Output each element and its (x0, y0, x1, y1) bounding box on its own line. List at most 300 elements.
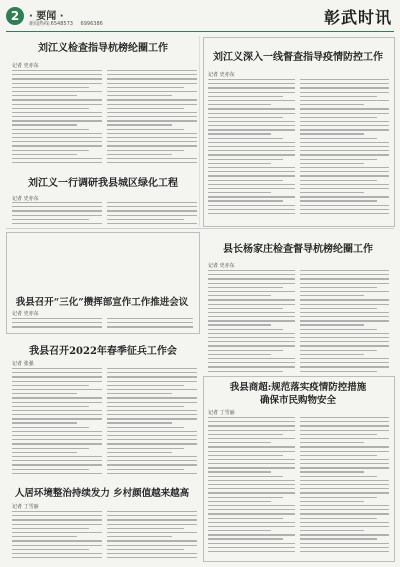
body-text-line (12, 104, 102, 105)
body-text-line (300, 543, 389, 544)
body-text-line (12, 145, 102, 146)
body-text-line (208, 434, 283, 435)
body-text-line (208, 543, 295, 544)
column-divider (199, 36, 200, 226)
body-text-line (208, 518, 283, 519)
body-text-line (208, 333, 295, 334)
paper-name: 彰武时讯 (323, 8, 392, 27)
body-text-line (208, 113, 295, 114)
body-text-line (300, 113, 389, 114)
article-6-body-right (107, 368, 197, 476)
body-text-line (12, 473, 102, 474)
article-5-body-left (12, 318, 102, 330)
body-text-line (12, 410, 102, 411)
body-text-line (107, 389, 197, 390)
body-text-line (12, 112, 102, 113)
article-5-headline: 我县召开“三化”攒挥部宣作工作推进会议 (15, 297, 189, 308)
body-text-line (107, 87, 184, 88)
body-text-line (208, 270, 295, 271)
editor-line: 新闻热线:6548573 (29, 21, 73, 27)
body-text-line (208, 125, 295, 126)
article-2-headline: 刘江义深入一线督查指导疫情防控工作 (213, 52, 383, 63)
body-text-line (12, 223, 102, 224)
body-text-line (208, 329, 283, 330)
body-text-line (300, 129, 389, 130)
body-text-line (107, 545, 197, 546)
body-text-line (300, 371, 377, 372)
body-text-line (208, 497, 283, 498)
body-text-line (208, 471, 271, 472)
body-text-line (208, 213, 295, 214)
body-text-line (12, 540, 102, 541)
body-text-line (300, 476, 377, 477)
body-text-line (107, 120, 197, 121)
body-text-line (107, 145, 197, 146)
body-text-line (107, 141, 197, 142)
body-text-line (107, 158, 197, 159)
body-text-line (12, 389, 102, 390)
body-text-line (208, 509, 295, 510)
body-text-line (107, 385, 184, 386)
body-text-line (300, 184, 389, 185)
body-text-line (300, 329, 377, 330)
body-text-line (208, 295, 271, 296)
body-text-line (208, 534, 295, 535)
body-text-line (300, 200, 377, 201)
body-text-line (300, 274, 389, 275)
body-text-line (208, 304, 295, 305)
article-6-byline: 记者 张强 (12, 361, 34, 367)
body-text-line (107, 91, 197, 92)
body-text-line (12, 393, 77, 394)
body-text-line (208, 87, 295, 88)
body-text-line (208, 163, 271, 164)
body-text-line (208, 362, 295, 363)
body-text-line (208, 341, 295, 342)
body-text-line (12, 74, 102, 75)
body-text-line (300, 341, 389, 342)
body-text-line (12, 206, 102, 207)
body-text-line (208, 467, 295, 468)
body-text-line (107, 469, 184, 470)
body-text-line (300, 171, 389, 172)
body-text-line (300, 108, 389, 109)
body-text-line (107, 473, 197, 474)
body-text-line (12, 137, 102, 138)
body-text-line (300, 324, 364, 325)
body-text-line (300, 358, 389, 359)
article-5-byline: 记者 史亦东 (12, 311, 39, 317)
body-text-line (107, 393, 172, 394)
body-text-line (300, 83, 389, 84)
body-text-line (300, 79, 389, 80)
body-text-line (300, 192, 364, 193)
body-text-line (300, 526, 389, 527)
body-text-line (12, 422, 77, 423)
body-text-line (12, 129, 89, 130)
body-text-line (300, 551, 389, 552)
body-text-line (12, 202, 102, 203)
body-text-line (300, 446, 389, 447)
body-text-line (107, 410, 197, 411)
body-text-line (12, 154, 77, 155)
article-5-body-right (107, 318, 193, 330)
body-text-line (12, 91, 102, 92)
body-text-line (12, 402, 102, 403)
body-text-line (12, 469, 89, 470)
body-text-line (300, 333, 389, 334)
body-text-line (107, 223, 197, 224)
body-text-line (208, 484, 295, 485)
body-text-line (208, 200, 283, 201)
body-text-line (107, 104, 197, 105)
body-text-line (300, 354, 364, 355)
body-text-line (208, 505, 295, 506)
body-text-line (12, 443, 102, 444)
article-6-body-left (12, 368, 102, 476)
body-text-line (300, 337, 389, 338)
body-text-line (300, 308, 377, 309)
body-text-line (300, 434, 377, 435)
body-text-line (107, 326, 193, 327)
body-text-line (107, 124, 172, 125)
body-text-line (12, 427, 89, 428)
body-text-line (107, 70, 197, 71)
body-text-line (208, 171, 295, 172)
body-text-line (300, 92, 389, 93)
body-text-line (300, 530, 364, 531)
body-text-line (300, 291, 389, 292)
body-text-line (300, 320, 389, 321)
body-text-line (208, 175, 295, 176)
body-text-line (208, 312, 295, 313)
body-text-line (208, 192, 271, 193)
body-text-line (107, 452, 172, 453)
body-text-line (208, 551, 295, 552)
body-text-line (12, 545, 102, 546)
article-8-body-right (107, 511, 197, 561)
body-text-line (208, 100, 295, 101)
body-text-line (107, 372, 197, 373)
body-text-line (107, 557, 197, 558)
body-text-line (208, 104, 271, 105)
body-text-line (12, 87, 89, 88)
body-text-line (300, 459, 389, 460)
page-number: 2 (6, 7, 24, 25)
body-text-line (208, 324, 271, 325)
body-text-line (107, 456, 197, 457)
body-text-line (208, 488, 295, 489)
body-text-line (300, 455, 377, 456)
article-3-body-left (12, 202, 102, 226)
body-text-line (208, 501, 271, 502)
article-7-headline: 我县商超:规范落实疫情防控措施 (229, 382, 367, 393)
body-text-line (12, 464, 102, 465)
body-text-line (300, 421, 389, 422)
body-text-line (208, 530, 271, 531)
body-text-line (300, 150, 389, 151)
body-text-line (208, 129, 295, 130)
body-text-line (208, 421, 295, 422)
body-text-line (12, 528, 89, 529)
body-text-line (12, 511, 102, 512)
body-text-line (12, 120, 102, 121)
body-text-line (12, 99, 102, 100)
body-text-line (12, 150, 89, 151)
body-text-line (12, 219, 89, 220)
body-text-line (208, 316, 295, 317)
article-8-body-left (12, 511, 102, 561)
body-text-line (300, 513, 389, 514)
body-text-line (208, 274, 295, 275)
article-2-byline: 记者 史亦东 (208, 72, 235, 78)
body-text-line (300, 509, 389, 510)
article-7-subheadline: 确保市民购物安全 (259, 395, 336, 406)
article-1-body-right (107, 70, 197, 166)
body-text-line (107, 427, 184, 428)
body-text-line (107, 460, 197, 461)
article-1-body-left (12, 70, 102, 166)
body-text-line (300, 278, 389, 279)
body-text-line (300, 451, 389, 452)
body-text-line (208, 180, 283, 181)
body-text-line (300, 366, 389, 367)
body-text-line (300, 505, 389, 506)
body-text-line (300, 488, 389, 489)
body-text-line (208, 83, 295, 84)
body-text-line (300, 188, 389, 189)
body-text-line (12, 381, 102, 382)
body-text-line (12, 141, 102, 142)
body-text-line (12, 210, 102, 211)
body-text-line (12, 519, 102, 520)
body-text-line (107, 83, 197, 84)
body-text-line (107, 532, 197, 533)
body-text-line (12, 448, 89, 449)
body-text-line (300, 350, 377, 351)
body-text-line (300, 480, 389, 481)
body-text-line (107, 133, 197, 134)
body-text-line (12, 435, 102, 436)
article-2-body-right (300, 79, 389, 221)
body-text-line (208, 430, 295, 431)
body-text-line (208, 513, 295, 514)
body-text-line (12, 397, 102, 398)
body-text-line (12, 78, 102, 79)
body-text-line (107, 402, 197, 403)
article-8-headline: 人居环境整治持续发力 乡村颜值越来越高 (14, 488, 190, 499)
body-text-line (300, 138, 377, 139)
body-text-line (107, 112, 197, 113)
body-text-line (12, 385, 89, 386)
body-text-line (107, 422, 172, 423)
body-text-line (208, 354, 271, 355)
body-text-line (300, 425, 389, 426)
body-text-line (300, 304, 389, 305)
body-text-line (208, 188, 295, 189)
body-text-line (300, 270, 389, 271)
body-text-line (300, 295, 364, 296)
body-text-line (208, 154, 295, 155)
article-7-body-right (300, 417, 389, 556)
body-text-line (107, 202, 197, 203)
body-text-line (208, 446, 295, 447)
body-text-line (208, 167, 295, 168)
body-text-line (12, 532, 102, 533)
body-text-line (107, 418, 197, 419)
body-text-line (208, 205, 295, 206)
body-text-line (107, 78, 197, 79)
body-text-line (208, 459, 295, 460)
body-text-line (208, 366, 295, 367)
body-text-line (300, 492, 389, 493)
body-text-line (300, 287, 377, 288)
body-text-line (300, 345, 389, 346)
body-text-line (208, 138, 283, 139)
body-text-line (208, 358, 295, 359)
masthead-rule (6, 31, 394, 32)
body-text-line (300, 484, 389, 485)
body-text-line (300, 180, 377, 181)
article-7-byline: 记者 丁雪丽 (208, 410, 235, 416)
body-text-line (107, 439, 197, 440)
article-4-headline: 县长杨家庄检查督导杭榜纶圈工作 (223, 244, 373, 255)
body-text-line (208, 133, 271, 134)
body-text-line (300, 538, 377, 539)
body-text-line (300, 125, 389, 126)
body-text-line (208, 337, 295, 338)
body-text-line (12, 133, 102, 134)
article-4-body-left (208, 270, 295, 374)
article-3-byline: 记者 史亦东 (12, 196, 39, 202)
body-text-line (107, 553, 197, 554)
body-text-line (208, 350, 283, 351)
body-text-line (208, 196, 295, 197)
body-text-line (107, 519, 197, 520)
body-text-line (12, 376, 102, 377)
body-text-line (107, 511, 197, 512)
body-text-line (300, 438, 389, 439)
body-text-line (12, 557, 102, 558)
body-text-line (208, 547, 295, 548)
body-text-line (300, 534, 389, 535)
body-text-line (12, 418, 102, 419)
body-text-line (208, 480, 295, 481)
body-text-line (300, 467, 389, 468)
body-text-line (208, 345, 295, 346)
body-text-line (300, 96, 377, 97)
body-text-line (300, 133, 364, 134)
article-7-body-left (208, 417, 295, 556)
body-text-line (208, 121, 295, 122)
body-text-line (208, 96, 283, 97)
body-text-line (12, 372, 102, 373)
body-text-line (208, 278, 295, 279)
body-text-line (300, 87, 389, 88)
body-text-line (300, 283, 389, 284)
body-text-line (12, 549, 89, 550)
body-text-line (12, 536, 77, 537)
body-text-line (208, 299, 295, 300)
body-text-line (300, 518, 377, 519)
body-text-line (12, 95, 77, 96)
body-text-line (208, 463, 295, 464)
body-text-line (12, 431, 102, 432)
article-6-headline: 我县召开2022年春季征兵工作会 (29, 346, 177, 357)
article-2-body-left (208, 79, 295, 221)
body-text-line (300, 100, 389, 101)
body-text-line (12, 322, 102, 323)
body-text-line (107, 150, 184, 151)
article-1-byline: 记者 史亦东 (12, 63, 39, 69)
body-text-line (12, 108, 89, 109)
body-text-line (107, 448, 184, 449)
body-text-line (208, 476, 283, 477)
body-text-line (300, 316, 389, 317)
body-text-line (208, 159, 283, 160)
body-text-line (208, 538, 283, 539)
body-text-line (107, 464, 197, 465)
body-text-line (107, 219, 184, 220)
body-text-line (12, 318, 102, 319)
body-text-line (300, 146, 389, 147)
body-text-line (107, 549, 184, 550)
body-text-line (300, 196, 389, 197)
body-text-line (12, 326, 102, 327)
body-text-line (300, 142, 389, 143)
body-text-line (208, 92, 295, 93)
body-text-line (107, 116, 197, 117)
body-text-line (208, 150, 295, 151)
body-text-line (107, 215, 197, 216)
body-text-line (300, 522, 389, 523)
body-text-line (300, 430, 389, 431)
body-text-line (12, 460, 102, 461)
body-text-line (12, 124, 77, 125)
body-text-line (107, 528, 184, 529)
body-text-line (300, 299, 389, 300)
body-text-line (12, 452, 77, 453)
body-text-line (300, 121, 389, 122)
body-text-line (12, 524, 102, 525)
body-text-line (107, 162, 197, 163)
body-text-line (12, 83, 102, 84)
body-text-line (208, 184, 295, 185)
body-text-line (300, 154, 389, 155)
body-text-line (107, 435, 197, 436)
article-3-headline: 刘江义一行调研我县城区绿化工程 (28, 178, 178, 189)
body-text-line (107, 95, 172, 96)
body-text-line (208, 209, 295, 210)
body-text-line (107, 206, 197, 207)
body-text-line (107, 443, 197, 444)
body-text-line (208, 308, 283, 309)
body-text-line (208, 142, 295, 143)
body-text-line (107, 397, 197, 398)
body-text-line (300, 362, 389, 363)
body-text-line (300, 463, 389, 464)
body-text-line (12, 215, 102, 216)
body-text-line (300, 167, 389, 168)
body-text-line (12, 414, 102, 415)
body-text-line (300, 104, 364, 105)
body-text-line (300, 442, 364, 443)
body-text-line (208, 146, 295, 147)
body-text-line (107, 540, 197, 541)
body-text-line (107, 368, 197, 369)
body-text-line (208, 79, 295, 80)
section-rule (6, 228, 394, 229)
